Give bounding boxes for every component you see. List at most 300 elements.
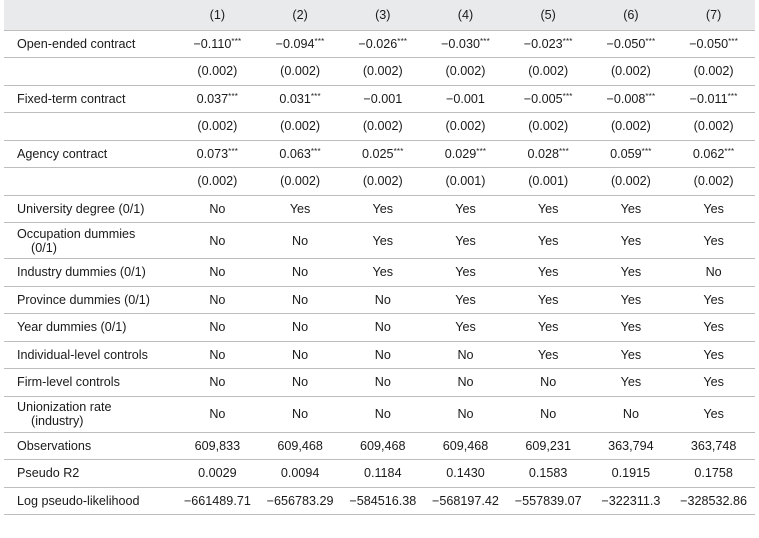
row-label [4,259,176,287]
cell-value: No [209,407,226,421]
table-row [4,286,755,314]
table-cell [176,314,259,342]
table-row [4,432,755,460]
cell-value: Yes [703,292,724,307]
cell-value: 609,231 [525,438,571,453]
table-cell [259,85,342,113]
cell-value: Yes [537,233,559,248]
cell-value: −0.050 [606,36,646,51]
cell-value: No [457,347,474,362]
table-cell [341,168,424,196]
table-cell [259,369,342,397]
table-cell [259,30,342,58]
cell-value: Yes [620,233,642,248]
table-cell [672,341,755,369]
cell-value: No [457,375,474,390]
cell-value: (0.002) [693,64,734,79]
row-label [4,396,176,432]
table-cell [176,432,259,460]
table-cell [176,223,259,259]
cell-value: (0.002) [693,119,734,134]
table-cell [507,314,590,342]
cell-value: −0.094 [275,36,315,51]
table-cell [424,460,507,488]
table-cell [424,369,507,397]
table-row [4,396,755,432]
significance-stars: *** [558,146,569,156]
cell-value: 609,468 [277,438,323,453]
significance-stars: *** [314,36,325,46]
cell-value: −322311.3 [601,493,661,508]
cell-value: 0.0094 [280,466,320,481]
cell-value: (0.002) [610,119,651,134]
table-cell [259,432,342,460]
table-cell [341,314,424,342]
table-cell [424,341,507,369]
table-cell [259,314,342,342]
table-cell [259,168,342,196]
table-cell [590,30,673,58]
table-cell [590,460,673,488]
row-label-line: Unionization rate [17,400,112,414]
table-cell [507,85,590,113]
significance-stars: *** [310,146,321,156]
table-cell [507,58,590,86]
table-cell [424,223,507,259]
table-cell [590,168,673,196]
row-label [4,195,176,223]
table-cell [176,286,259,314]
cell-value: 0.025 [362,146,394,161]
cell-value: −0.001 [446,91,485,106]
cell-value: (0.001) [528,174,569,189]
cell-value: −568197.42 [432,493,499,508]
cell-value: No [540,407,557,421]
cell-value: Yes [620,347,642,362]
cell-value: Yes [372,265,394,280]
table-cell [672,286,755,314]
cell-value: No [374,347,391,362]
cell-value: −0.110 [193,36,232,51]
cell-value: Yes [455,233,476,248]
column-header: (2) [292,7,308,22]
cell-value: (0.002) [362,174,403,189]
table-cell [590,113,673,141]
cell-value: −0.005 [523,91,563,106]
cell-value: (0.002) [528,119,569,134]
column-header: (1) [209,7,226,22]
significance-stars: *** [476,146,487,156]
cell-value: −0.030 [441,36,480,51]
row-label [4,168,176,196]
cell-value: (0.002) [280,174,321,189]
row-label-line: Agency contract [17,146,108,161]
table-cell [259,396,342,432]
cell-value: No [292,320,309,335]
table-cell [424,85,507,113]
column-header: (5) [540,7,556,22]
table-row [4,85,755,113]
table-row [4,369,755,397]
table-cell [672,85,755,113]
significance-stars: *** [228,91,239,101]
table-header [4,0,755,30]
table-cell [424,168,507,196]
table-cell [507,432,590,460]
table-cell [341,30,424,58]
table-cell [672,30,755,58]
table-cell [341,460,424,488]
cell-value: −0.001 [363,91,403,106]
table-cell [672,396,755,432]
table-cell [176,259,259,287]
row-label [4,140,176,168]
row-label [4,432,176,460]
cell-value: (0.002) [280,64,321,79]
table-cell [259,286,342,314]
cell-value: 363,748 [690,438,737,453]
table-cell [672,140,755,168]
cell-value: (0.002) [445,64,486,79]
significance-stars: *** [393,146,404,156]
table-cell [507,460,590,488]
cell-value: (0.002) [362,119,403,134]
table-row [4,460,755,488]
table-row [4,487,755,515]
cell-value: No [374,292,391,307]
cell-value: No [209,347,226,362]
table-cell [341,286,424,314]
table-cell [424,30,507,58]
table-cell [507,396,590,432]
table-cell [507,487,590,515]
table-cell [176,85,259,113]
significance-stars: *** [479,36,490,46]
cell-value: −0.023 [523,36,563,51]
table-cell [176,369,259,397]
table-cell [590,58,673,86]
table-cell [672,314,755,342]
table-row [4,223,755,259]
cell-value: No [374,320,391,335]
table-cell [341,195,424,223]
cell-value: (0.002) [610,174,651,189]
regression-table [4,0,755,515]
table-cell [590,286,673,314]
table-cell [341,369,424,397]
cell-value: (0.002) [693,174,734,189]
table-cell [590,487,673,515]
cell-value: No [209,292,226,307]
table-cell [507,341,590,369]
table-cell [341,140,424,168]
column-header: (3) [375,7,391,22]
row-label [4,85,176,113]
cell-value: No [540,375,557,390]
column-header-label [4,0,176,30]
cell-value: No [292,347,309,362]
cell-value: Yes [537,265,559,280]
table-row [4,58,755,86]
table-row [4,259,755,287]
table-cell [672,195,755,223]
table-cell [341,432,424,460]
table-cell [590,432,673,460]
table-cell [341,113,424,141]
table-cell [176,460,259,488]
significance-stars: *** [724,146,735,156]
significance-stars: *** [231,36,242,46]
cell-value: 0.059 [610,146,642,161]
table-cell [341,223,424,259]
cell-value: −328532.86 [680,493,748,508]
table-cell [176,341,259,369]
table-cell [176,113,259,141]
cell-value: (0.002) [197,174,238,189]
cell-value: 609,468 [360,438,406,453]
significance-stars: *** [310,91,321,101]
cell-value: (0.001) [445,174,486,189]
cell-value: 0.062 [692,146,725,161]
column-header: (6) [623,7,639,22]
cell-value: −584516.38 [349,493,417,508]
cell-value: Yes [289,201,311,216]
table-cell [507,286,590,314]
cell-value: −656783.29 [266,493,334,508]
row-label-line: University degree (0/1) [17,201,145,216]
cell-value: Yes [703,407,724,421]
table-cell [424,286,507,314]
row-label-line: Industry dummies (0/1) [17,265,146,280]
cell-value: No [292,375,309,390]
table-cell [507,259,590,287]
cell-value: 363,794 [608,438,654,453]
cell-value: No [209,375,226,390]
cell-value: Yes [537,347,559,362]
table-cell [507,140,590,168]
cell-value: 0.1583 [528,466,568,481]
significance-stars: *** [562,36,573,46]
table-cell [672,460,755,488]
row-label [4,460,176,488]
table-cell [672,58,755,86]
table-cell [507,195,590,223]
table-cell [259,223,342,259]
table-cell [341,487,424,515]
cell-value: No [374,375,391,390]
row-label-line: Year dummies (0/1) [17,320,127,335]
cell-value: (0.002) [445,119,486,134]
cell-value: 0.037 [196,91,229,106]
table-cell [590,369,673,397]
cell-value: Yes [620,375,642,390]
column-header: (4) [457,7,474,22]
table-cell [590,195,673,223]
table-cell [424,487,507,515]
cell-value: 0.1430 [446,466,485,481]
cell-value: (0.002) [280,119,321,134]
cell-value: Yes [620,320,642,335]
row-label [4,223,176,259]
table-cell [176,168,259,196]
cell-value: Yes [455,265,476,280]
column-header: (7) [705,7,722,22]
table-cell [176,195,259,223]
table-cell [259,58,342,86]
cell-value: Yes [455,292,476,307]
cell-value: No [292,407,309,421]
cell-value: 0.028 [527,146,559,161]
table-cell [176,396,259,432]
table-cell [590,85,673,113]
table-cell [341,259,424,287]
table-cell [507,168,590,196]
row-label-line: (industry) [31,414,84,428]
significance-stars: *** [645,36,656,46]
cell-value: 0.073 [196,146,229,161]
table-cell [507,369,590,397]
table-cell [424,140,507,168]
table-row [4,341,755,369]
table-cell [341,396,424,432]
significance-stars: *** [641,146,652,156]
table-cell [590,259,673,287]
row-label-line: Fixed-term contract [17,91,126,106]
cell-value: No [457,407,474,421]
table-cell [590,314,673,342]
table-cell [672,113,755,141]
cell-value: 0.1915 [611,466,651,481]
row-label [4,113,176,141]
significance-stars: *** [727,91,738,101]
table-cell [176,58,259,86]
table-cell [672,369,755,397]
table-cell [259,460,342,488]
cell-value: Yes [537,201,559,216]
table-row [4,30,755,58]
cell-value: 0.029 [444,146,477,161]
cell-value: No [292,292,309,307]
table-cell [341,58,424,86]
cell-value: No [622,407,639,421]
row-label [4,487,176,515]
cell-value: Yes [537,320,559,335]
table-cell [424,113,507,141]
table-cell [341,85,424,113]
cell-value: No [705,265,722,280]
table-cell [590,223,673,259]
row-label-line: Observations [17,438,92,453]
row-label [4,30,176,58]
row-label-line: Firm-level controls [17,375,120,390]
table-row [4,314,755,342]
table-cell [424,396,507,432]
cell-value: Yes [372,233,394,248]
table-cell [176,30,259,58]
cell-value: −0.050 [689,36,729,51]
cell-value: Yes [620,292,642,307]
row-label-line: (0/1) [31,240,57,255]
table-cell [341,341,424,369]
table-cell [590,396,673,432]
cell-value: Yes [372,201,394,216]
cell-value: (0.002) [610,64,651,79]
cell-value: No [209,320,226,335]
row-label [4,341,176,369]
table-cell [672,168,755,196]
cell-value: Yes [455,320,476,335]
row-label-line: Occupation dummies [17,226,136,241]
cell-value: −0.008 [606,91,646,106]
table-cell [672,259,755,287]
significance-stars: *** [397,36,408,46]
cell-value: Yes [620,201,642,216]
table-cell [424,58,507,86]
cell-value: No [209,201,226,216]
cell-value: (0.002) [197,119,238,134]
significance-stars: *** [728,36,739,46]
cell-value: Yes [620,265,642,280]
table-cell [176,487,259,515]
header-row [4,0,755,30]
cell-value: Yes [703,375,724,390]
cell-value: 609,833 [194,438,241,453]
cell-value: 0.063 [279,146,311,161]
row-label [4,286,176,314]
cell-value: 609,468 [442,438,489,453]
cell-value: No [209,233,226,248]
cell-value: 0.0029 [198,466,237,481]
table-row [4,140,755,168]
cell-value: Yes [703,233,724,248]
table-cell [176,140,259,168]
row-label [4,314,176,342]
table-cell [507,223,590,259]
cell-value: (0.002) [362,64,403,79]
cell-value: 0.1184 [363,466,402,481]
row-label [4,369,176,397]
cell-value: No [209,265,226,280]
cell-value: −0.011 [689,91,728,106]
cell-value: 0.1758 [694,466,733,481]
significance-stars: *** [645,91,656,101]
row-label [4,58,176,86]
table-cell [672,223,755,259]
cell-value: Yes [537,292,559,307]
table-body [4,30,755,515]
cell-value: 0.031 [279,91,311,106]
row-label-line: Open-ended contract [17,36,136,51]
table-cell [259,487,342,515]
table-cell [507,113,590,141]
table-cell [259,341,342,369]
table-cell [672,487,755,515]
table-row [4,195,755,223]
table-row [4,168,755,196]
row-label-line: Log pseudo-likelihood [17,493,140,508]
cell-value: No [292,265,309,280]
cell-value: Yes [455,201,476,216]
cell-value: (0.002) [528,64,569,79]
cell-value: Yes [703,201,724,216]
table-cell [424,195,507,223]
table-cell [590,140,673,168]
table-cell [424,314,507,342]
table-cell [424,259,507,287]
cell-value: −661489.71 [183,493,251,508]
table-cell [259,195,342,223]
row-label-line: Province dummies (0/1) [17,292,150,307]
